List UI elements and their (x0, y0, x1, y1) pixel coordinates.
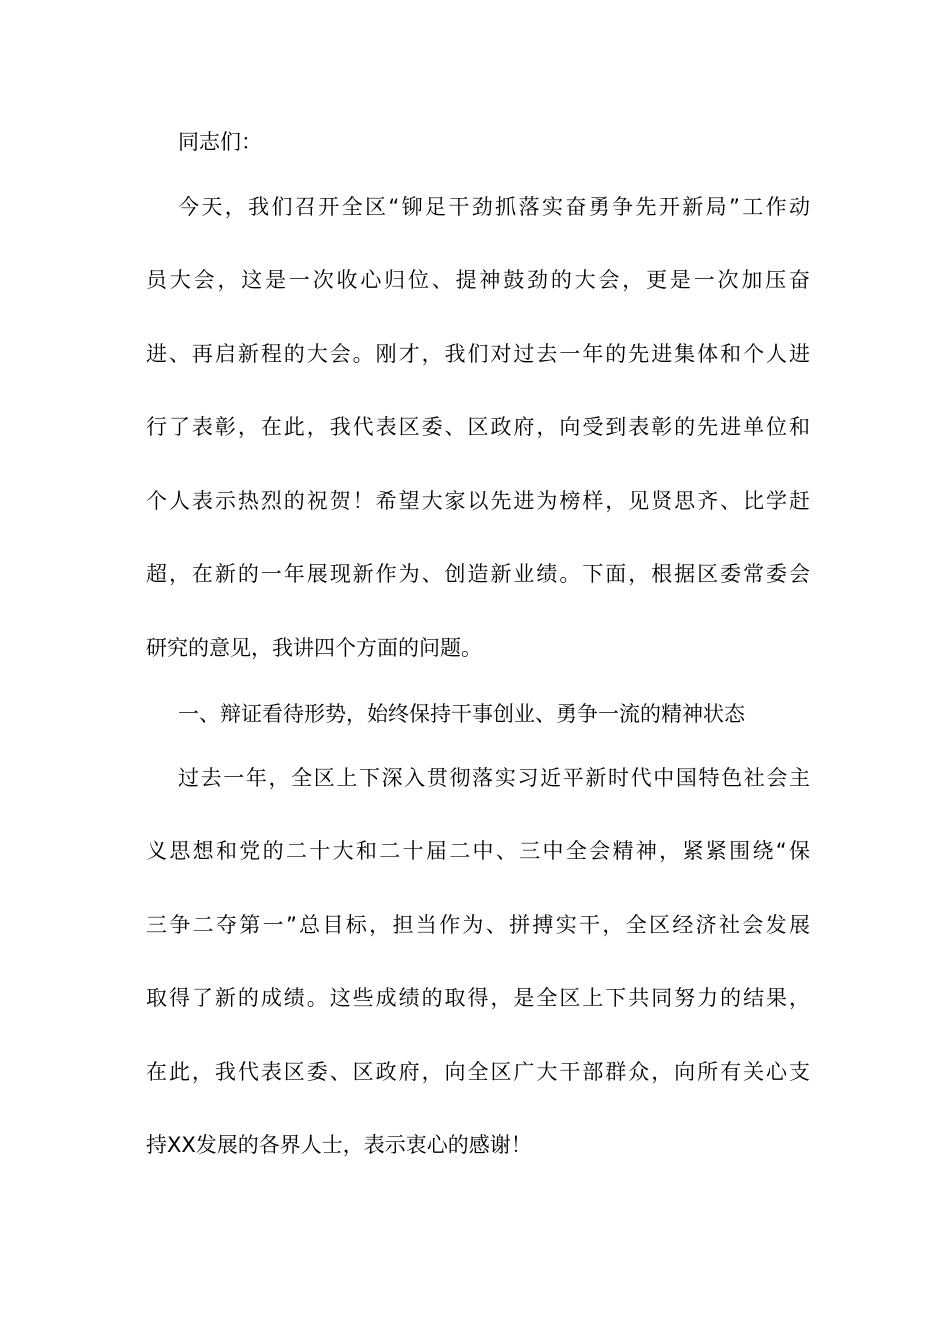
paragraph-line: 义思想和党的二十大和二十届二中、三中全会精神，紧紧围绕“保 (146, 839, 810, 863)
paragraph-line: 员大会，这是一次收心归位、提神鼓劲的大会，更是一次加压奋 (146, 268, 810, 292)
paragraph-line: 取得了新的成绩。这些成绩的取得，是全区上下共同努力的结果， (146, 986, 810, 1010)
paragraph-line: 个人表示热烈的祝贺！希望大家以先进为榜样，见贤思齐、比学赶 (146, 489, 810, 513)
paragraph-line: 研究的意见，我讲四个方面的问题。 (146, 636, 482, 660)
paragraph-line: 今天，我们召开全区“铆足干劲抓落实奋勇争先开新局”工作动 (178, 195, 810, 219)
salutation: 同志们： (178, 130, 262, 154)
paragraph-line: 三争二夺第一”总目标，担当作为、拼搏实干，全区经济社会发展 (146, 913, 810, 937)
paragraph-line: 在此，我代表区委、区政府，向全区广大干部群众，向所有关心支 (146, 1060, 810, 1084)
paragraph-line: 行了表彰，在此，我代表区委、区政府，向受到表彰的先进单位和 (146, 415, 810, 439)
paragraph-line: 进、再启新程的大会。刚才，我们对过去一年的先进集体和个人进 (146, 342, 810, 366)
paragraph-line: 超，在新的一年展现新作为、创造新业绩。下面，根据区委常委会 (146, 562, 810, 586)
paragraph-line: 持XX发展的各界人士，表示衷心的感谢！ (146, 1133, 532, 1157)
section-heading: 一、辩证看待形势，始终保持干事创业、勇争一流的精神状态 (178, 702, 745, 726)
paragraph-line: 过去一年，全区上下深入贯彻落实习近平新时代中国特色社会主 (178, 766, 810, 790)
